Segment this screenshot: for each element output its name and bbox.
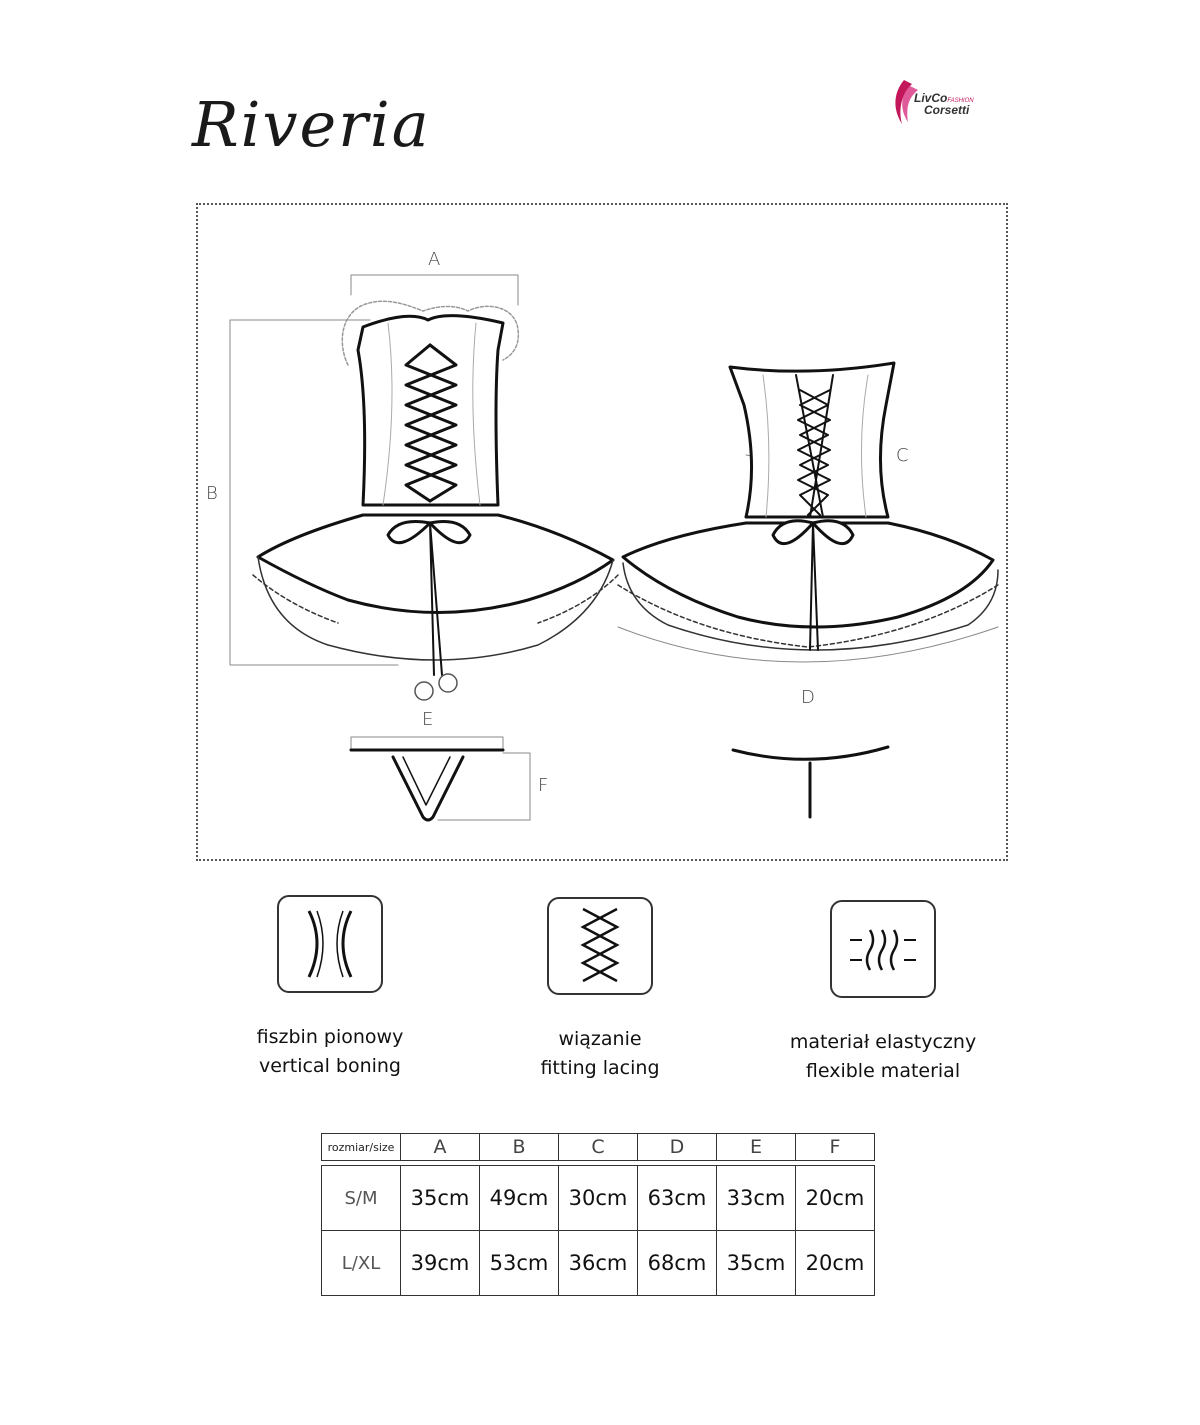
feature-elastic-material: [753, 900, 1013, 1086]
size-table-header: [322, 1134, 875, 1161]
brand-logo: [890, 78, 1010, 128]
dimension-label-a: A: [428, 249, 441, 270]
size-table: [321, 1133, 875, 1296]
front-thong-drawing: [351, 750, 503, 820]
feature-label-pl: materiał elastyczny: [789, 1031, 977, 1053]
dimension-label-e: E: [422, 709, 434, 730]
table-cell: 36cm: [559, 1231, 638, 1296]
table-cell: 33cm: [717, 1166, 796, 1231]
dimension-label-b: B: [206, 483, 218, 504]
table-cell: 68cm: [638, 1231, 717, 1296]
table-cell: 39cm: [401, 1231, 480, 1296]
lacing-icon: [547, 897, 653, 995]
table-cell: 35cm: [401, 1166, 480, 1231]
front-corset-drawing: [253, 301, 618, 700]
feature-label-pl: fiszbin pionowy: [256, 1026, 404, 1048]
feature-label-pl: wiązanie: [558, 1028, 642, 1050]
column-header: C: [559, 1134, 638, 1161]
brand-name-bottom: Corsetti: [924, 103, 970, 117]
table-cell: 35cm: [717, 1231, 796, 1296]
dimension-label-c: C: [896, 445, 909, 466]
elastic-material-icon: [830, 900, 936, 998]
table-cell: 63cm: [638, 1166, 717, 1231]
column-header: B: [480, 1134, 559, 1161]
dimension-label-d: D: [801, 687, 815, 708]
back-corset-drawing: [618, 363, 998, 650]
vertical-boning-icon: [277, 895, 383, 993]
table-cell: 30cm: [559, 1166, 638, 1231]
dimension-label-f: F: [538, 775, 549, 796]
table-cell: 20cm: [796, 1166, 875, 1231]
table-row: [322, 1166, 875, 1231]
back-thong-drawing: [733, 747, 888, 817]
feature-vertical-boning: [200, 895, 460, 1081]
feature-lacing: [470, 897, 730, 1083]
size-table-corner: rozmiar/size: [322, 1134, 401, 1161]
table-row: [322, 1231, 875, 1296]
size-label: L/XL: [322, 1231, 401, 1296]
feature-label-en: fitting lacing: [540, 1057, 660, 1079]
table-cell: 53cm: [480, 1231, 559, 1296]
column-header: D: [638, 1134, 717, 1161]
garment-drawings: [198, 205, 1006, 859]
measurement-diagram: [196, 203, 1008, 861]
column-header: F: [796, 1134, 875, 1161]
size-label: S/M: [322, 1166, 401, 1231]
brand-name-top: LivCoFASHION: [914, 91, 974, 105]
column-header: A: [401, 1134, 480, 1161]
table-cell: 20cm: [796, 1231, 875, 1296]
product-title: Riveria: [192, 88, 431, 161]
feature-label-en: flexible material: [805, 1060, 961, 1082]
column-header: E: [717, 1134, 796, 1161]
feature-label-en: vertical boning: [259, 1055, 401, 1077]
table-cell: 49cm: [480, 1166, 559, 1231]
